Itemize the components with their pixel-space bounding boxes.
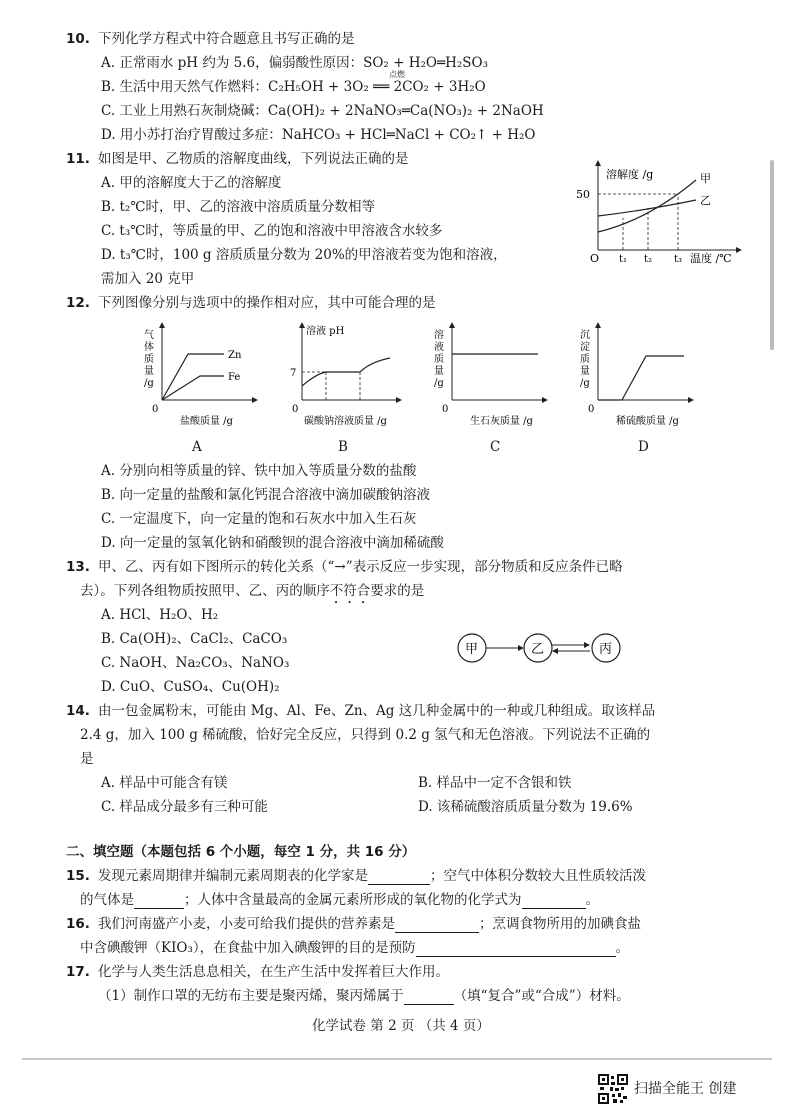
q17-blank-1[interactable] [404, 990, 454, 1005]
page-separator [22, 1058, 772, 1060]
q14-option-a: A. 样品中可能含有镁 [101, 775, 228, 791]
q13-stem-line2-c: 要求的是 [370, 583, 425, 599]
q16-number: 16. [66, 916, 90, 932]
solubility-ytick: 50 [576, 188, 590, 201]
graph-c-origin: 0 [442, 404, 449, 415]
q10-number: 10. [66, 31, 90, 47]
q15-line1 [98, 867, 646, 885]
q15-line1-b: ；空气中体积分数较大且性质较活泼 [430, 868, 646, 884]
q14-number: 14. [66, 703, 90, 719]
scanner-watermark: 扫描全能王 创建 [634, 1081, 737, 1097]
q13-option-b: B. Ca(OH)₂、CaCl₂、CaCO₃ [101, 631, 288, 647]
xtick-t1: t₁ [619, 254, 628, 265]
graph-d-letter: D [638, 439, 649, 455]
q10-option-a: A. 正常雨水 pH 约为 5.6，偏弱酸性原因：SO₂ + H₂O═H₂SO₃ [101, 55, 489, 71]
graph-b-ylabel: 溶液 pH [306, 326, 345, 337]
q11-option-a: A. 甲的溶解度大于乙的溶解度 [101, 175, 282, 191]
graph-d-ylabel-1: 淀 [580, 342, 590, 353]
xtick-t3: t₃ [674, 254, 683, 265]
q14-stem-line3: 是 [80, 751, 94, 767]
section-2-title: 二、填空题（本题包括 6 个小题，每空 1 分，共 16 分） [66, 844, 416, 860]
q15-line1-a: 发现元素周期律并编制元素周期表的化学家是 [98, 868, 368, 884]
q17-number: 17. [66, 964, 90, 980]
q11-number: 11. [66, 151, 90, 167]
graph-a-ylabel-0: 气 [144, 330, 154, 341]
graph-b-letter: B [338, 439, 348, 455]
q11-option-c: C. t₃℃时，等质量的甲、乙的饱和溶液中甲溶液含水较多 [101, 223, 443, 239]
q15-blank-1[interactable] [368, 870, 430, 885]
graph-a-ylabel-3: 量 [144, 366, 154, 377]
xtick-t2: t₂ [644, 254, 653, 265]
graph-c-letter: C [490, 439, 501, 455]
q17-sub1-b: （填“复合”或“合成”）材料。 [453, 988, 630, 1004]
q13-option-d: D. CuO、CuSO₄、Cu(OH)₂ [101, 679, 280, 695]
node-yi: 乙 [531, 642, 545, 657]
q13-option-c: C. NaOH、Na₂CO₃、NaNO₃ [101, 655, 290, 671]
q12-option-b: B. 向一定量的盐酸和氯化钙混合溶液中滴加碳酸钠溶液 [101, 487, 431, 503]
q16-line1-a: 我们河南盛产小麦，小麦可给我们提供的营养素是 [98, 916, 395, 932]
graph-d [576, 322, 696, 432]
graph-b-ytick: 7 [290, 368, 297, 379]
graph-a-xlabel: 盐酸质量 /g [180, 416, 233, 427]
solubility-origin: O [590, 252, 600, 265]
q10-condition: 点燃 [389, 70, 405, 79]
q10-option-c: C. 工业上用熟石灰制烧碱：Ca(OH)₂ + 2NaNO₃═Ca(NO₃)₂ + 2NaOH [101, 103, 544, 119]
q14-stem-line2: 2.4 g，加入 100 g 稀硫酸，恰好完全反应，只得到 0.2 g 氢气和无色溶液。下列说法不正确的 [80, 727, 651, 743]
q14-stem-line1: 由一包金属粉末，可能由 Mg、Al、Fe、Zn、Ag 这几种金属中的一种或几种组成。取该样品 [98, 703, 656, 719]
q16-line1-b: ；烹调食物所用的加碘食盐 [479, 916, 641, 932]
q16-line2-a: 中含碘酸钾（KIO₃），在食盐中加入碘酸钾的目的是预防 [80, 940, 416, 956]
q15-blank-2[interactable] [134, 894, 184, 909]
q10-option-b: B. 生活中用天然气作燃料：C₂H₅OH + 3O₂ ══ 2CO₂ + 3H₂O [101, 79, 486, 95]
q13-stem-line2 [80, 582, 424, 607]
q14-option-d: D. 该稀硫酸溶质质量分数为 19.6% [418, 799, 633, 815]
series-yi-label: 乙 [700, 194, 711, 207]
q15-number: 15. [66, 868, 90, 884]
qr-code-icon [598, 1074, 628, 1104]
q13-emphasis: 不符合 [329, 583, 371, 599]
q11-option-d: D. t₃℃时，100 g 溶质质量分数为 20%的甲溶液若变为饱和溶液， [101, 247, 507, 263]
graph-b-origin: 0 [292, 404, 299, 415]
graph-d-ylabel-4: /g [580, 378, 590, 389]
q13-stem-line2-a: 去）。下列各组物质按照甲、乙、丙的顺序 [80, 583, 330, 599]
graph-c-ylabel-0: 溶 [434, 330, 444, 341]
q12-option-a: A. 分别向相等质量的锌、铁中加入等质量分数的盐酸 [101, 463, 417, 479]
node-jia: 甲 [465, 642, 479, 657]
q15-line2 [80, 891, 599, 909]
q15-line2-c: 。 [585, 892, 599, 908]
q16-line1 [98, 915, 641, 933]
graph-c-ylabel-4: /g [434, 378, 444, 389]
q13-conversion-diagram [452, 630, 632, 666]
solubility-graph [568, 160, 743, 265]
graph-d-ylabel-0: 沉 [580, 330, 590, 341]
scrollbar[interactable] [770, 160, 774, 350]
graph-c-xlabel: 生石灰质量 /g [470, 416, 533, 427]
q11-stem: 如图是甲、乙物质的溶解度曲线，下列说法正确的是 [98, 151, 409, 167]
q15-blank-3[interactable] [522, 894, 586, 909]
graph-a-letter: A [192, 439, 202, 455]
graph-a-series-fe: Fe [228, 372, 241, 383]
q14-option-c: C. 样品成分最多有三种可能 [101, 799, 268, 815]
graph-d-origin: 0 [588, 404, 595, 415]
q15-line2-a: 的气体是 [80, 892, 134, 908]
graph-a [140, 322, 260, 432]
q12-option-c: C. 一定温度下，向一定量的饱和石灰水中加入生石灰 [101, 511, 417, 527]
q10-option-d: D. 用小苏打治疗胃酸过多症：NaHCO₃ + HCl═NaCl + CO₂↑ + H₂O [101, 127, 536, 143]
node-bing: 丙 [599, 642, 613, 657]
graph-d-xlabel: 稀硫酸质量 /g [616, 416, 679, 427]
q16-blank-2[interactable] [416, 942, 616, 957]
graph-a-origin: 0 [152, 404, 159, 415]
q16-blank-1[interactable] [395, 918, 479, 933]
q17-stem: 化学与人类生活息息相关，在生产生活中发挥着巨大作用。 [98, 964, 449, 980]
graph-c-ylabel-3: 量 [434, 366, 444, 377]
graph-a-ylabel-1: 体 [144, 342, 154, 353]
q12-option-d: D. 向一定量的氢氧化钠和硝酸钡的混合溶液中滴加稀硫酸 [101, 535, 444, 551]
q17-sub1 [98, 987, 630, 1005]
q14-option-b: B. 样品中一定不含银和铁 [418, 775, 572, 791]
solubility-xlabel: 温度 /℃ [690, 252, 732, 265]
graph-a-series-zn: Zn [228, 350, 242, 361]
q11-option-b: B. t₂℃时，甲、乙的溶液中溶质质量分数相等 [101, 199, 375, 215]
graph-a-ylabel-2: 质 [144, 354, 154, 365]
q17-sub1-a: （1）制作口罩的无纺布主要是聚丙烯，聚丙烯属于 [98, 988, 404, 1004]
graph-b-xlabel: 碳酸钠溶液质量 /g [304, 416, 387, 427]
q15-line2-b: ；人体中含量最高的金属元素所形成的氧化物的化学式为 [184, 892, 522, 908]
graph-d-ylabel-2: 质 [580, 354, 590, 365]
graph-a-ylabel-4: /g [144, 378, 154, 389]
page-footer: 化学试卷 第 2 页 （共 4 页） [312, 1018, 490, 1034]
q16-line2 [80, 939, 629, 957]
series-jia-curve [598, 180, 696, 232]
graph-c [430, 322, 550, 432]
graph-d-ylabel-3: 量 [580, 366, 590, 377]
graph-c-ylabel-2: 质 [434, 354, 444, 365]
q16-line2-b: 。 [615, 940, 630, 956]
q13-number: 13. [66, 559, 90, 575]
q10-stem: 下列化学方程式中符合题意且书写正确的是 [98, 31, 355, 47]
graph-b [280, 322, 410, 432]
solubility-ylabel: 溶解度 /g [606, 168, 654, 181]
q12-stem: 下列图像分别与选项中的操作相对应，其中可能合理的是 [98, 295, 436, 311]
q13-option-a: A. HCl、H₂O、H₂ [101, 607, 219, 623]
q11-option-d-cont: 需加入 20 克甲 [101, 271, 195, 287]
q12-number: 12. [66, 295, 90, 311]
graph-c-ylabel-1: 液 [434, 342, 444, 353]
q13-stem-line1: 甲、乙、丙有如下图所示的转化关系（“→”表示反应一步实现，部分物质和反应条件已略 [98, 559, 623, 575]
series-jia-label: 甲 [700, 172, 711, 185]
